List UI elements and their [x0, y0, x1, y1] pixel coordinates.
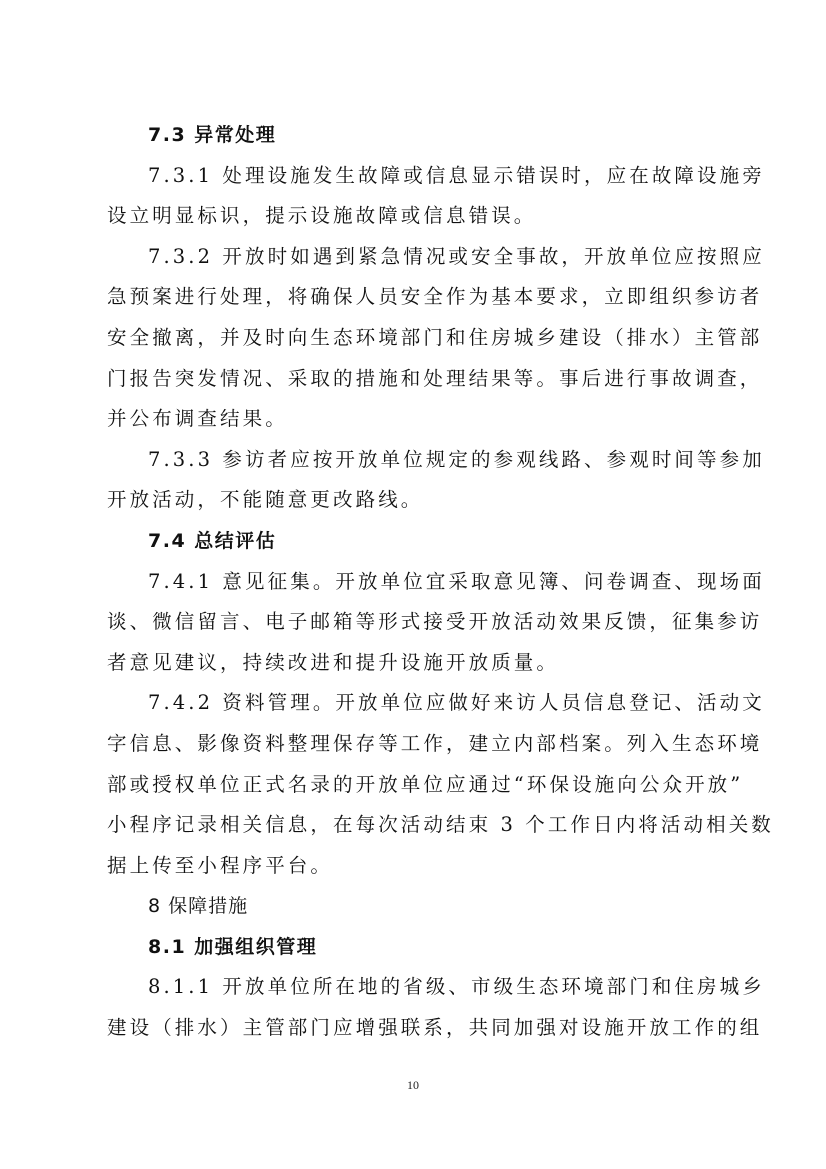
text-line: 谈、微信留言、电子邮箱等形式接受开放活动效果反馈，征集参访: [107, 610, 763, 634]
text-line: 设立明显标识，提示设施故障或信息错误。: [107, 204, 537, 228]
text-line: 7.3.2 开放时如遇到紧急情况或安全事故，开放单位应按照应: [148, 244, 765, 268]
text-line: 开放活动，不能随意更改路线。: [107, 488, 424, 512]
text-line: 门报告突发情况、采取的措施和处理结果等。事后进行事故调查，: [107, 366, 763, 390]
paragraph-7-3-2: [107, 237, 765, 440]
text-line: 7.4.2 资料管理。开放单位应做好来访人员信息登记、活动文: [148, 691, 765, 715]
section-heading-7-3: 7.3 异常处理: [148, 124, 277, 146]
text-line: 部或授权单位正式名录的开放单位应通过“环保设施向公众开放”: [107, 772, 744, 796]
text-line: 并公布调查结果。: [107, 407, 288, 431]
chapter-heading-8: 8 保障措施: [148, 895, 249, 918]
text-line: 安全撤离，并及时向生态环境部门和住房城乡建设（排水）主管部: [107, 325, 763, 349]
paragraph-7-3-3: [107, 440, 765, 521]
paragraph-8-1-1: [107, 967, 765, 1048]
section-heading-7-4: 7.4 总结评估: [148, 529, 277, 552]
text-line: 小程序记录相关信息，在每次活动结束 3 个工作日内将活动相关数: [107, 813, 774, 837]
paragraph-7-4-2: [107, 683, 774, 886]
text-line: 7.4.1 意见征集。开放单位宜采取意见簿、问卷调查、现场面: [148, 569, 765, 593]
text-line: 7.3.1 处理设施发生故障或信息显示错误时，应在故障设施旁: [148, 163, 765, 187]
paragraph-7-4-1: [107, 562, 765, 684]
text-line: 7.3.3 参访者应按开放单位规定的参观线路、参观时间等参加: [148, 447, 765, 471]
section-heading-8-1: 8.1 加强组织管理: [148, 935, 318, 958]
text-line: 据上传至小程序平台。: [107, 853, 334, 877]
text-line: 建设（排水）主管部门应增强联系，共同加强对设施开放工作的组: [107, 1016, 763, 1040]
page-content: [107, 115, 774, 1049]
text-line: 字信息、影像资料整理保存等工作，建立内部档案。列入生态环境: [107, 731, 763, 755]
text-line: 者意见建议，持续改进和提升设施开放质量。: [107, 650, 560, 674]
page-number: 10: [407, 1078, 419, 1092]
text-line: 8.1.1 开放单位所在地的省级、市级生态环境部门和住房城乡: [148, 975, 765, 999]
text-line: 急预案进行处理，将确保人员安全作为基本要求，立即组织参访者: [107, 285, 763, 309]
paragraph-7-3-1: [107, 156, 765, 237]
